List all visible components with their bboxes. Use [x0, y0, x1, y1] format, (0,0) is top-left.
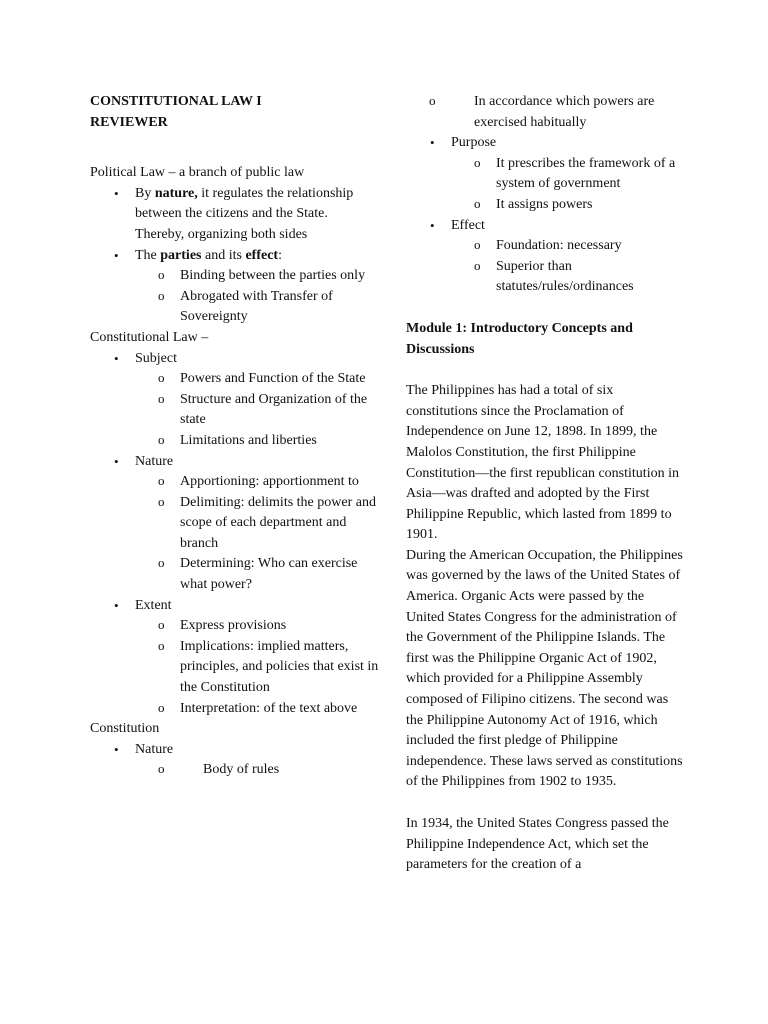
paragraph-3: In 1934, the United States Congress passed the Philippine Independence Act, which set the parameters for the creation of a — [406, 816, 669, 873]
sub-list — [135, 616, 380, 719]
list-item: o Binding between the parties only — [135, 266, 380, 287]
paragraph-gap — [406, 793, 684, 814]
list-item: o Apportioning: apportionment to — [135, 472, 380, 493]
list-item: • By nature, it regulates the relationship between the citizens and the State. Thereby, organizing both sides — [90, 184, 380, 246]
political-law-list — [90, 184, 380, 328]
list-item: o Limitations and liberties — [135, 431, 380, 452]
title-line-1: CONSTITUTIONAL LAW I — [90, 94, 262, 109]
list-item: o Abrogated with Transfer of Sovereignty — [135, 287, 380, 328]
title-line-2: REVIEWER — [90, 114, 168, 130]
political-law-heading: Political Law – a branch of public law — [90, 165, 305, 181]
paragraph-2: During the American Occupation, the Philippines was governed by the laws of the United States of America. Organic Acts were passed by the United States Congress for the administration of the Government of the Philippine Islands. The first was the Philippine Organic Act of 1902, which provided for a Philippine Assembly composed of Filipino citizens. The second was the Philippine Autonomy Act of 1916, which included the first pledge of Philippine independence. These laws served as constitutions of the Philippines from 1902 to 1935. — [406, 547, 683, 790]
list-item: • Subject o Powers and Function of the State o Structure and Organization of the state o Limitations and liberties — [90, 349, 380, 452]
sub-list — [135, 760, 380, 781]
list-item: • The parties and its effect: o Binding between the parties only o Abrogated with Transfer of Sovereignty — [90, 246, 380, 328]
document-title — [90, 92, 380, 133]
list-item: o Determining: Who can exercise what power? — [135, 554, 380, 595]
list-item: o It assigns powers — [451, 195, 684, 216]
sub-list — [135, 369, 380, 451]
list-item: o Powers and Function of the State — [135, 369, 380, 390]
left-column — [90, 92, 380, 781]
list-item: o In accordance which powers are exercised habitually — [406, 92, 684, 133]
list-item: o Body of rules — [135, 760, 380, 781]
list-item: • Nature o Apportioning: apportionment to o Delimiting: delimits the power and scope of each department and branch o Determining: Who can exercise what power? — [90, 452, 380, 596]
list-item: o Superior than statutes/rules/ordinances — [451, 257, 684, 298]
sub-list — [135, 266, 380, 328]
paragraph-1: The Philippines has had a total of six constitutions since the Proclamation of Independence on June 12, 1898. In 1899, the Malolos Constitution, the first Philippine Constitution—the first republican constitution in Asia—was drafted and adopted by the First Philippine Republic, which lasted from 1899 to 1901. — [406, 383, 679, 543]
constitutional-law-heading: Constitutional Law – — [90, 329, 209, 345]
constitution-list — [90, 740, 380, 781]
constitution-heading: Constitution — [90, 721, 160, 737]
list-item: o Interpretation: of the text above — [135, 699, 380, 720]
constitutional-law-list — [90, 349, 380, 720]
sub-list — [451, 236, 684, 298]
module-heading: Module 1: Introductory Concepts and Discussions — [406, 320, 633, 357]
list-item: • Purpose o It prescribes the framework of a system of government o It assigns powers — [406, 133, 684, 215]
constitution-list-continued — [406, 133, 684, 298]
sub-list — [135, 472, 380, 596]
list-item: o Delimiting: delimits the power and scope of each department and branch — [135, 493, 380, 555]
list-item: o Implications: implied matters, principles, and policies that exist in the Constitution — [135, 637, 380, 699]
list-item: o Foundation: necessary — [451, 236, 684, 257]
list-item: o It prescribes the framework of a system of government — [451, 154, 684, 195]
continued-sub-list — [406, 92, 684, 133]
list-item: • Extent o Express provisions o Implications: implied matters, principles, and policies that exist in the Constitution o Interpretation: of the text above — [90, 596, 380, 720]
list-item: • Effect o Foundation: necessary o Superior than statutes/rules/ordinances — [406, 216, 684, 298]
right-column — [406, 92, 684, 876]
list-item: o Express provisions — [135, 616, 380, 637]
sub-list — [451, 154, 684, 216]
list-item: o Structure and Organization of the state — [135, 390, 380, 431]
list-item: • Nature o Body of rules — [90, 740, 380, 781]
